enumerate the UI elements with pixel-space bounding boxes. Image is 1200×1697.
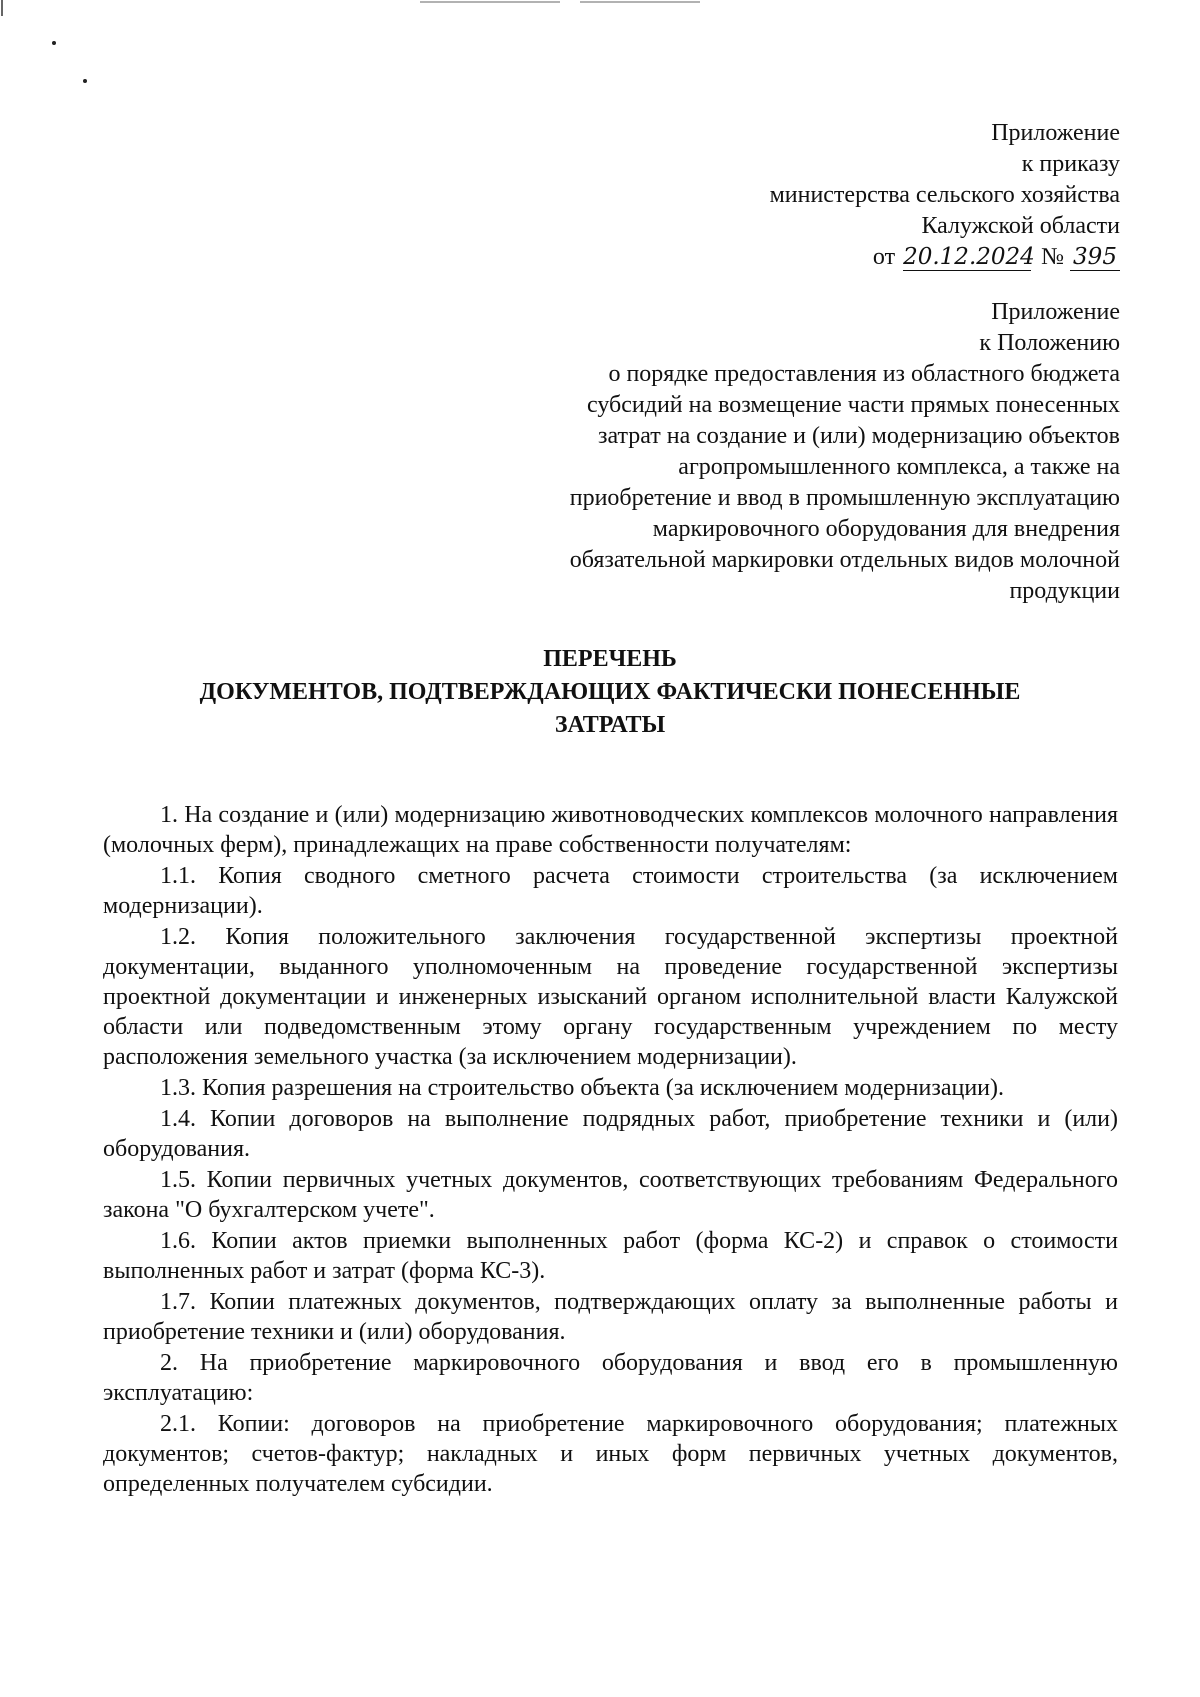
regulation-line: маркировочного оборудования для внедрения [652,516,1120,542]
scan-top-edge [0,0,1200,20]
order-date-line [480,242,1120,273]
order-reference-line: Калужской области [921,213,1120,239]
document-body [103,800,1118,1500]
body-paragraph: 1.4. Копии договоров на выполнение подрядных работ, приобретение техники и (или) оборудования. [103,1106,1118,1162]
body-paragraph: 1.5. Копии первичных учетных документов, соответствующих требованиям Федерального закона "О бухгалтерском учете". [103,1167,1118,1223]
regulation-line: продукции [1009,578,1120,604]
order-reference [480,118,1120,273]
order-reference-line: к приказу [1021,151,1120,177]
regulation-reference [500,297,1120,607]
number-sign: № [1041,244,1064,270]
body-paragraph: 1.7. Копии платежных документов, подтверждающих оплату за выполненные работы и приобретение техники и (или) оборудования. [103,1289,1118,1345]
regulation-line: Приложение [991,299,1120,325]
regulation-line: обязательной маркировки отдельных видов молочной [569,547,1120,573]
order-reference-line: Приложение [991,120,1120,146]
body-paragraph: 1. На создание и (или) модернизацию животноводческих комплексов молочного направления (молочных ферм), принадлежащих на праве собственности получателям: [103,802,1118,858]
regulation-line: агропромышленного комплекса, а также на [678,454,1120,480]
scan-dot [83,79,87,83]
body-paragraph: 1.6. Копии актов приемки выполненных работ (форма КС-2) и справок о стоимости выполненных работ и затрат (форма КС-3). [103,1228,1118,1284]
date-prefix: от [872,244,896,270]
title-line: ПЕРЕЧЕНЬ [543,646,677,672]
order-date-handwritten: 20.12.2024 [903,244,1035,270]
regulation-line: субсидий на возмещение части прямых понесенных [587,392,1120,418]
body-paragraph: 2. На приобретение маркировочного оборудования и ввод его в промышленную эксплуатацию: [103,1350,1118,1406]
document-title [120,643,1100,742]
title-line: ЗАТРАТЫ [554,712,666,738]
regulation-line: к Положению [979,330,1120,356]
regulation-line: о порядке предоставления из областного бюджета [608,361,1120,387]
scan-artifacts [0,0,1200,20]
body-paragraph: 1.1. Копия сводного сметного расчета стоимости строительства (за исключением модернизации). [103,863,1118,919]
body-paragraph: 2.1. Копии: договоров на приобретение маркировочного оборудования; платежных документов; счетов-фактур; накладных и иных форм первичных учетных документов, определенных получателем субсидии. [103,1411,1118,1497]
order-reference-line: министерства сельского хозяйства [769,182,1120,208]
regulation-line: затрат на создание и (или) модернизацию объектов [597,423,1120,449]
order-number-handwritten: 395 [1070,244,1120,271]
scan-dot [52,41,56,45]
body-paragraph: 1.2. Копия положительного заключения государственной экспертизы проектной документации, выданного уполномоченным на проведение государственной экспертизы проектной документации и инженерных изысканий органом исполнительной власти Калужской области или подведомственным этому органу государственным учреждением по месту расположения земельного участка (за исключением модернизации). [103,924,1118,1070]
body-paragraph: 1.3. Копия разрешения на строительство объекта (за исключением модернизации). [160,1075,1005,1101]
title-line: ДОКУМЕНТОВ, ПОДТВЕРЖДАЮЩИХ ФАКТИЧЕСКИ ПОНЕСЕННЫЕ [199,679,1021,705]
regulation-line: приобретение и ввод в промышленную эксплуатацию [569,485,1120,511]
